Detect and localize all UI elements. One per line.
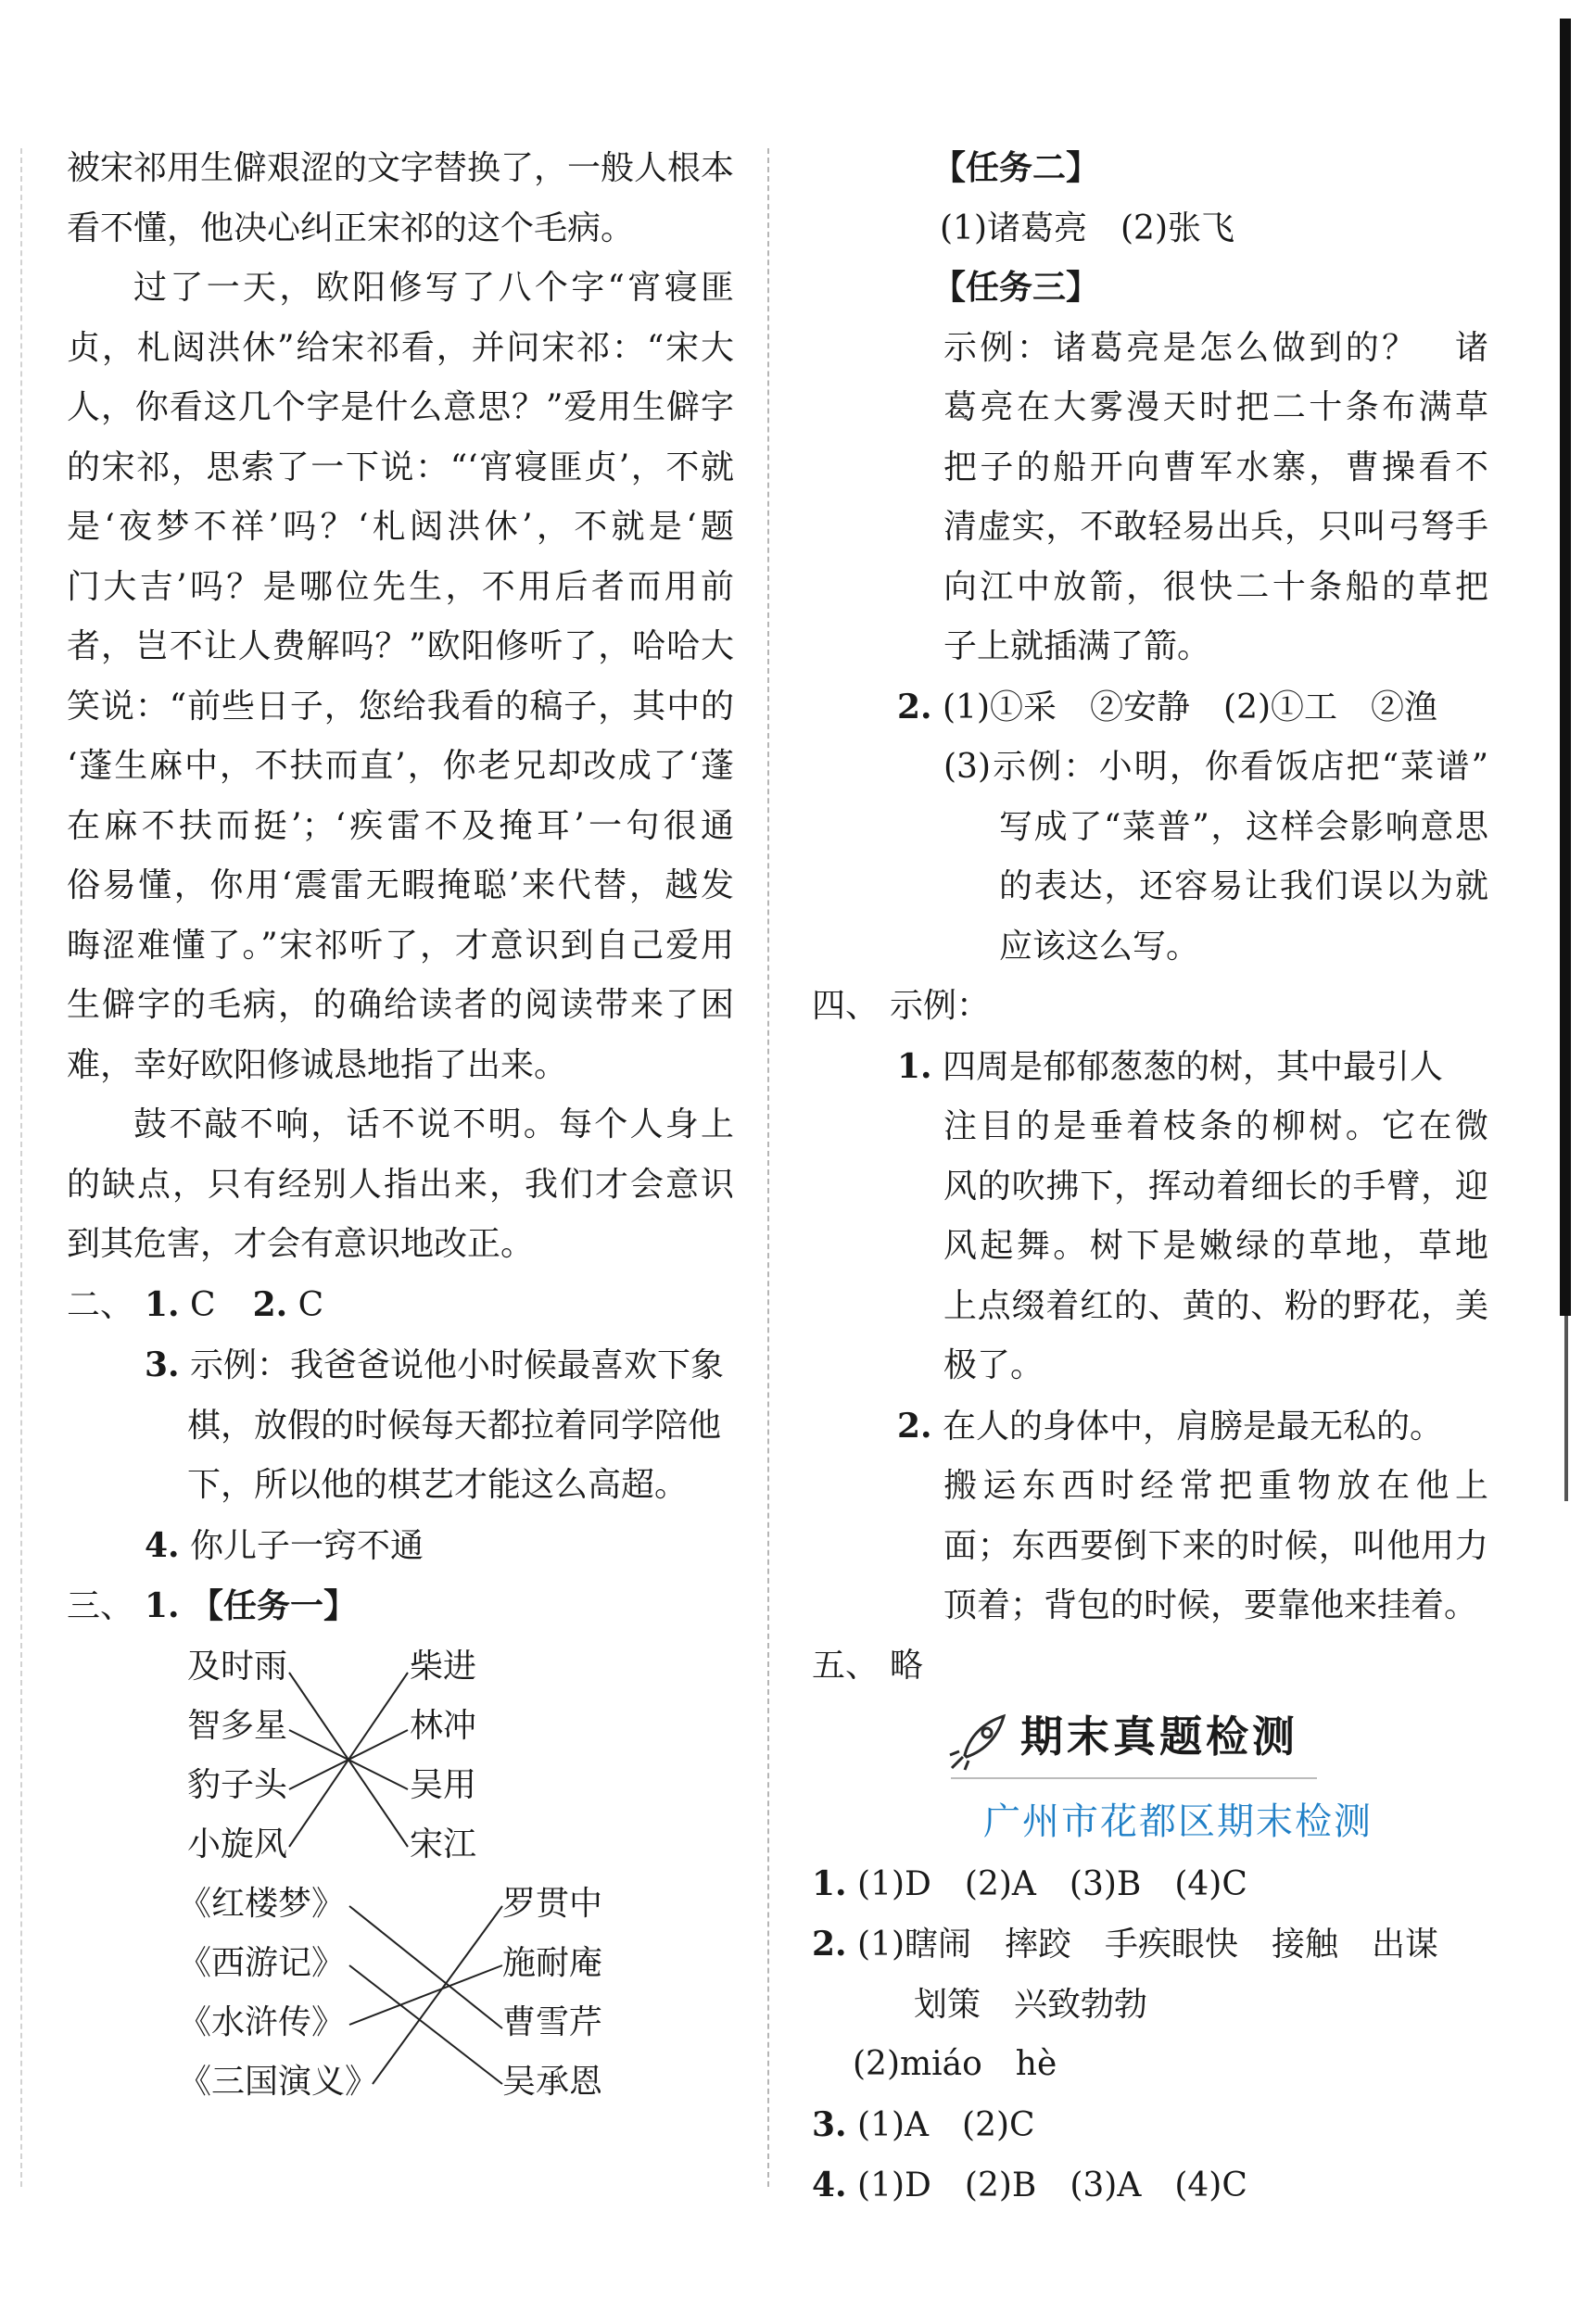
q1-number: 1. xyxy=(145,1284,180,1324)
section5-label: 五、 xyxy=(812,1646,880,1685)
s3-q2-line: 写成了“菜普”，这样会影响意思 xyxy=(999,807,1488,846)
section3-label: 三、 xyxy=(67,1587,134,1625)
para2-line: 晦涩难懂了。”宋祁听了，才意识到自己爱用 xyxy=(67,926,734,965)
rocket-icon xyxy=(946,1709,1011,1774)
left-margin-line xyxy=(20,148,22,2187)
nickname: 及时雨 xyxy=(187,1647,288,1686)
para2-line: 在麻不扶而挺’；‘疾雷不及掩耳’一句很通 xyxy=(67,806,734,845)
task1-label: 【任务一】 xyxy=(190,1587,358,1625)
para2-line: 俗易懂，你用‘震雷无暇掩聪’来代替，越发 xyxy=(67,866,734,904)
section2-q3 xyxy=(67,1335,734,1396)
exam-q2-pinyin xyxy=(812,2035,1488,2095)
section-title: 期末真题检测 xyxy=(1020,1711,1298,1762)
task3-line: 把子的船开向曹军水寨，曹操看不 xyxy=(943,448,1488,486)
matching-lines-books xyxy=(67,1875,623,2112)
section4-label: 四、 xyxy=(812,987,880,1025)
column-divider xyxy=(767,148,769,2187)
q3-number: 3. xyxy=(145,1345,180,1384)
section2-q3-cont xyxy=(67,1456,734,1516)
book-title: 《水浒传》 xyxy=(178,2002,346,2041)
section-title-underline xyxy=(951,1777,1317,1779)
para2-line: 门大吉’吗？是哪位先生，不用后者而用前 xyxy=(67,567,734,606)
section2-q1-q2 xyxy=(67,1275,734,1336)
q2-answer: C xyxy=(297,1285,324,1324)
exam-q3-row xyxy=(812,2095,1488,2156)
exam-q4-number: 4. xyxy=(812,2166,847,2204)
author: 施耐庵 xyxy=(502,1943,603,1982)
s3-q1-number: 1. xyxy=(145,1586,180,1625)
exam-q4-answer: (1)D (2)B (3)A (4)C xyxy=(857,2166,1247,2204)
book-title: 《红楼梦》 xyxy=(178,1884,346,1923)
s3-q2-number: 2. xyxy=(897,687,932,726)
q3-line: 示例：我爸爸说他小时候最喜欢下象 xyxy=(190,1346,725,1384)
task2-row xyxy=(812,139,1488,199)
q3-line: 下，所以他的棋艺才能这么高超。 xyxy=(187,1466,689,1504)
task3-line: 葛亮在大雾漫天时把二十条布满草 xyxy=(943,388,1488,426)
para2-line: ‘蓬生麻中，不扶而直’，你老兄却改成了‘蓬 xyxy=(67,747,734,785)
book-title: 《三国演义》 xyxy=(178,2062,379,2101)
s4-q1-number: 1. xyxy=(897,1046,932,1086)
para3-line: 到其危害，才会有意识地改正。 xyxy=(67,1225,535,1263)
exam-q2-row xyxy=(812,1914,1488,1976)
section2-q4 xyxy=(67,1516,734,1577)
hero-name: 宋江 xyxy=(410,1825,477,1863)
page-edge-shadow-lower xyxy=(1564,1316,1568,1501)
hero-name: 吴用 xyxy=(410,1765,477,1804)
section4-header xyxy=(812,977,1488,1037)
s4-q2-line: 面；东西要倒下来的时候，叫他用力 xyxy=(943,1526,1488,1565)
nickname: 豹子头 xyxy=(187,1765,288,1804)
book-title: 《西游记》 xyxy=(178,1943,346,1982)
right-column xyxy=(812,139,1488,2217)
task3-row xyxy=(812,259,1488,319)
hero-name: 林冲 xyxy=(410,1706,477,1745)
para2-line: 生僻字的毛病，的确给读者的阅读带来了困 xyxy=(67,986,734,1024)
exam-q2-number: 2. xyxy=(812,1925,847,1964)
exam-q1-number: 1. xyxy=(812,1863,847,1903)
q2-number: 2. xyxy=(252,1284,288,1324)
task2-answer-row xyxy=(812,199,1488,259)
matching-heroes xyxy=(67,1637,734,1875)
task3-line: 向江中放箭，很快二十条船的草把 xyxy=(943,567,1488,606)
left-column xyxy=(67,139,734,2112)
matching-lines-heroes xyxy=(67,1637,530,1875)
para2-line: 者，岂不让人费解吗？”欧阳修听了，哈哈大 xyxy=(67,627,734,665)
q3-line: 棋，放假的时候每天都拉着同学陪他 xyxy=(187,1406,722,1445)
task2-answer: (1)诸葛亮 (2)张飞 xyxy=(940,208,1234,247)
task3-line: 示例：诸葛亮是怎么做到的？ 诸 xyxy=(943,328,1488,367)
section5-row xyxy=(812,1636,1488,1697)
para2-line: 过了一天，欧阳修写了八个字“宵寝匪 xyxy=(133,269,734,307)
hero-name: 柴进 xyxy=(410,1647,477,1686)
para1-line: 被宋祁用生僻艰涩的文字替换了，一般人根本 xyxy=(67,149,735,187)
exam-q1-row xyxy=(812,1854,1488,1915)
s3-q2-row xyxy=(812,677,1488,739)
q1-answer: C xyxy=(190,1285,216,1324)
exam-q2-line: (1)瞎闹 摔跤 手疾眼快 接触 出谋 xyxy=(857,1926,1439,1964)
author: 曹雪芹 xyxy=(502,2002,603,2041)
s4-q1-row xyxy=(812,1037,1488,1098)
q4-number: 4. xyxy=(145,1525,180,1565)
para2-line: 是‘夜梦不祥’吗？‘札闼洪休’，不就是‘题 xyxy=(67,508,734,546)
exam-subtitle: 广州市花都区期末检测 xyxy=(983,1800,1373,1843)
para2-line: 的宋祁，思索了一下说：“‘宵寝匪贞’，不就 xyxy=(67,448,734,486)
para2-line: 难，幸好欧阳修诚恳地指了出来。 xyxy=(67,1045,568,1084)
nickname: 小旋风 xyxy=(187,1825,288,1863)
section-title-block xyxy=(812,1703,1488,1787)
exam-q2-line: 划策 兴致勃勃 xyxy=(914,1985,1148,2024)
exam-q3-number: 3. xyxy=(812,2104,847,2144)
s4-q1-line: 四周是郁郁葱葱的树，其中最引人 xyxy=(943,1047,1444,1086)
s3-q2-answer: (1)①采 ②安静 (2)①工 ②渔 xyxy=(943,688,1438,726)
page-edge-shadow xyxy=(1560,19,1571,1316)
matching-books xyxy=(67,1875,734,2112)
s4-q2-line: 顶着；背包的时候，要靠他来挂着。 xyxy=(943,1586,1478,1624)
task2-label: 【任务二】 xyxy=(932,149,1100,187)
s4-q1-line: 极了。 xyxy=(943,1346,1044,1384)
s4-q2-number: 2. xyxy=(897,1406,932,1446)
s4-q1-line: 注目的是垂着枝条的柳树。它在微 xyxy=(943,1107,1488,1145)
s3-q2-line: 的表达，还容易让我们误以为就 xyxy=(999,867,1488,905)
section2-q3-cont xyxy=(67,1396,734,1457)
s4-q1-line: 风起舞。树下是嫩绿的草地，草地 xyxy=(943,1227,1488,1265)
s4-q1-line: 风的吹拂下，挥动着细长的手臂，迎 xyxy=(943,1167,1488,1206)
s4-q1-line: 上点缀着红的、黄的、粉的野花，美 xyxy=(943,1286,1488,1325)
s4-q2-line: 搬运东西时经常把重物放在他上 xyxy=(943,1467,1488,1505)
task3-line: 清虚实，不敢轻易出兵，只叫弓弩手 xyxy=(943,508,1488,546)
author: 吴承恩 xyxy=(502,2062,603,2101)
task3-line: 子上就插满了箭。 xyxy=(943,627,1211,665)
exam-q3-answer: (1)A (2)C xyxy=(857,2105,1035,2144)
para2-line: 人，你看这几个字是什么意思？”爱用生僻字 xyxy=(67,388,734,426)
para1-line: 看不懂，他决心纠正宋祁的这个毛病。 xyxy=(67,208,635,247)
section2-label: 二、 xyxy=(67,1285,134,1324)
section5-answer: 略 xyxy=(890,1646,924,1685)
exam-q4-row xyxy=(812,2155,1488,2217)
author: 罗贯中 xyxy=(502,1884,603,1923)
task3-label: 【任务三】 xyxy=(932,269,1100,307)
para2-line: 笑说：“前些日子，您给我看的稿子，其中的 xyxy=(67,687,734,726)
para3-line: 鼓不敲不响，话不说不明。每个人身上 xyxy=(133,1105,734,1143)
s4-q2-row xyxy=(812,1396,1488,1458)
para2-line: 贞，札闼洪休”给宋祁看，并问宋祁：“宋大 xyxy=(67,328,734,367)
exam-q2-cont xyxy=(812,1976,1488,2036)
exam-q2-pinyin: (2)miáo hè xyxy=(853,2045,1057,2083)
section4-intro: 示例： xyxy=(890,987,991,1025)
s3-q2-line: (3)示例：小明，你看饭店把“菜谱” xyxy=(943,748,1488,786)
q4-answer: 你儿子一窍不通 xyxy=(190,1526,424,1565)
s3-q2-line: 应该这么写。 xyxy=(999,927,1200,966)
para3-line: 的缺点，只有经别人指出来，我们才会意识 xyxy=(67,1165,734,1204)
nickname: 智多星 xyxy=(187,1706,288,1745)
s4-q2-line: 在人的身体中，肩膀是最无私的。 xyxy=(943,1407,1444,1446)
section3-header xyxy=(67,1576,734,1637)
exam-q1-answer: (1)D (2)A (3)B (4)C xyxy=(857,1864,1247,1903)
